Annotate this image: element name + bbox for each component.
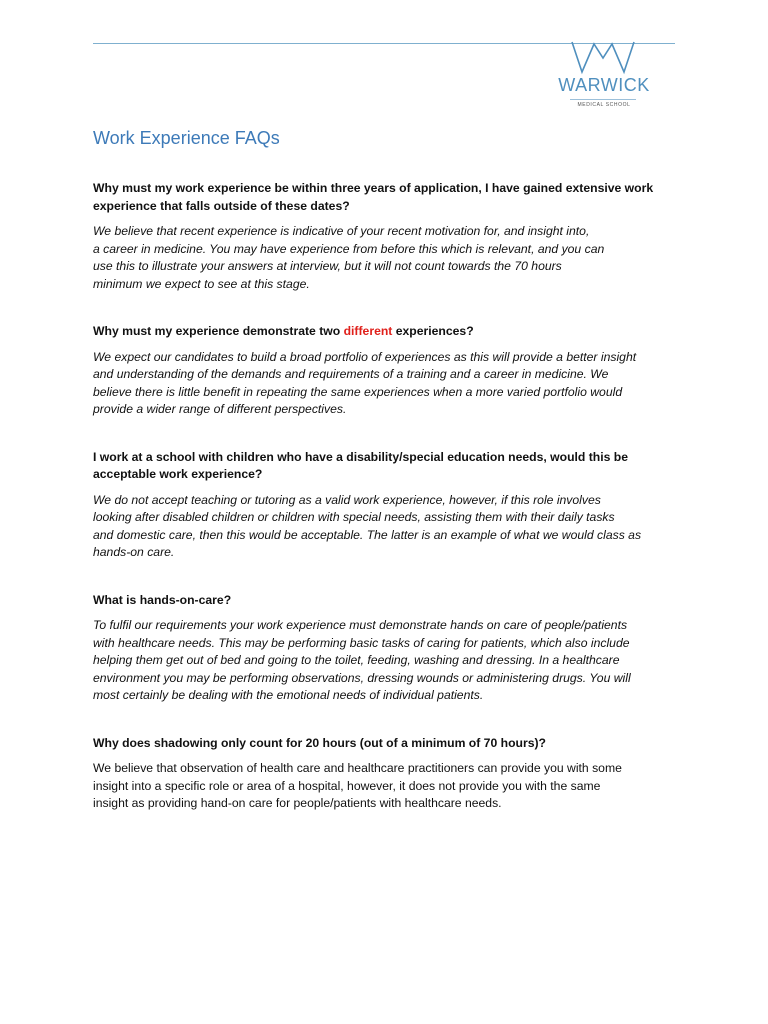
faq-item bbox=[93, 323, 679, 419]
faq-question: I work at a school with children who have a disability/special education needs, would this be acceptable work experience? bbox=[93, 449, 629, 481]
faq-answer: We believe that observation of health care and healthcare practitioners can provide you with some insight into a specific role or area of a hospital, however, it does not provide you with the same insight as providing hand-on care for people/patients with healthcare needs. bbox=[93, 761, 622, 810]
faq-answer: We do not accept teaching or tutoring as a valid work experience, however, if this role involves looking after disabled children or children with special needs, assisting them with their daily tasks and domestic care, then this would be acceptable. The latter is an example of what we would class as hands-on care. bbox=[93, 492, 642, 559]
page-title: Work Experience FAQs bbox=[93, 128, 280, 148]
faq-item bbox=[93, 180, 679, 293]
faq-question: Why must my work experience be within three years of application, I have gained extensive work experience that falls outside of these dates? bbox=[93, 181, 654, 213]
faq-item bbox=[93, 592, 679, 705]
faq-item bbox=[93, 449, 679, 562]
faq-answer: We expect our candidates to build a broad portfolio of experiences as this will provide a better insight and understanding of the demands and requirements of a training and a career in medicine. We believe there is little benefit in repeating the same experiences when a more varied portfolio would provide a wider range of different perspectives. bbox=[93, 349, 637, 416]
faq-question: Why must my experience demonstrate two different experiences? bbox=[93, 324, 474, 338]
faq-answer: We believe that recent experience is indicative of your recent motivation for, and insight into, a career in medicine. You may have experience from before this which is relevant, and you can use this to illustrate your answers at interview, but it will not count towards the 70 hours minimum we expect to see at this stage. bbox=[93, 224, 605, 291]
logo-divider bbox=[570, 99, 636, 100]
warwick-logo bbox=[548, 38, 658, 118]
faq-question: Why does shadowing only count for 20 hours (out of a minimum of 70 hours)? bbox=[93, 735, 546, 750]
highlighted-word: different bbox=[343, 324, 393, 338]
logo-subtitle: MEDICAL SCHOOL bbox=[577, 102, 631, 108]
faq-question: What is hands-on-care? bbox=[93, 592, 232, 607]
faq-list bbox=[93, 180, 679, 813]
warwick-w-icon bbox=[548, 38, 658, 78]
logo-wordmark: WARWICK bbox=[558, 75, 650, 95]
faq-answer: To fulfil our requirements your work experience must demonstrate hands on care of people/patients with healthcare needs. This may be performing basic tasks of caring for patients, which also include helping them get out of bed and going to the toilet, feeding, washing and dressing. In a healthcare environment you may be performing observations, dressing wounds or administering drugs. You will most certainly be dealing with the emotional needs of individual patients. bbox=[93, 618, 631, 702]
faq-item bbox=[93, 735, 679, 813]
